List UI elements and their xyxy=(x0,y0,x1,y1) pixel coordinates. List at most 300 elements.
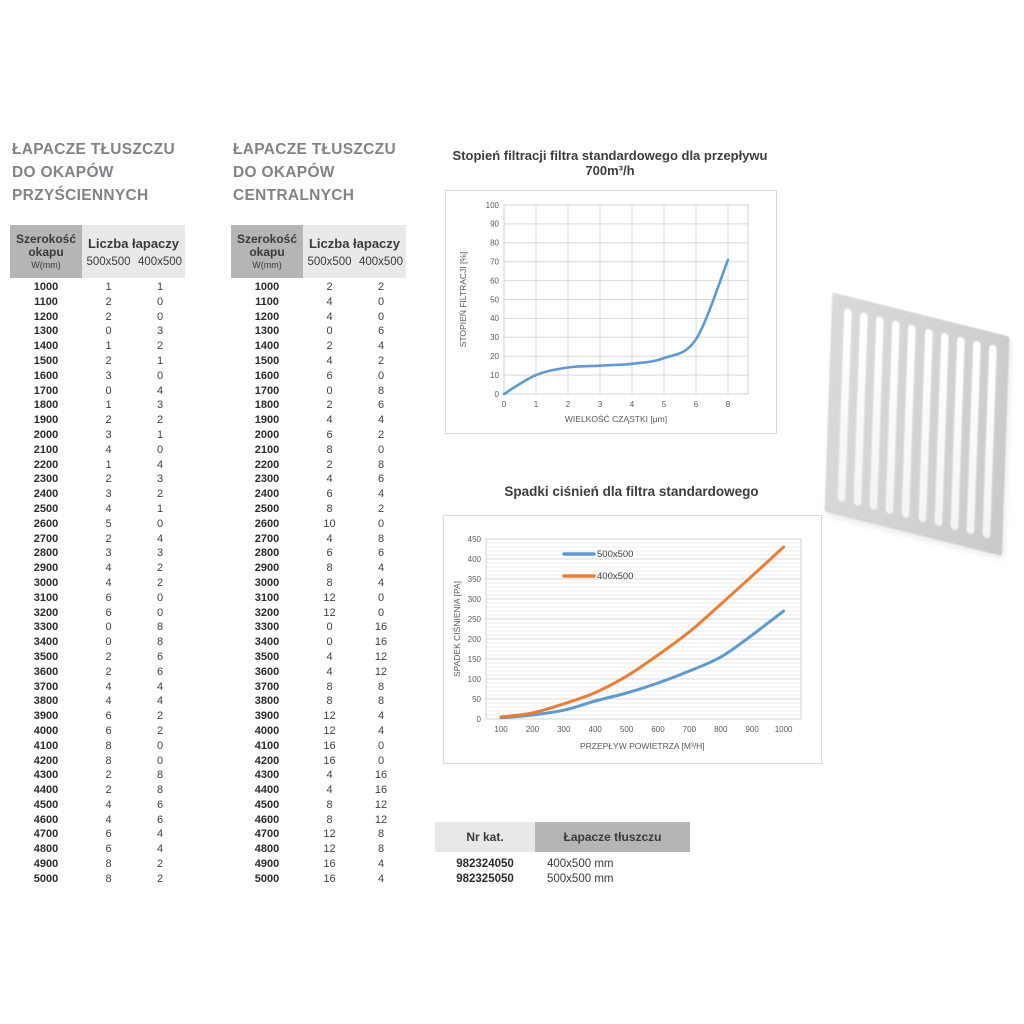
catcher-count-cell: 2 xyxy=(105,473,112,486)
filter-slot xyxy=(854,312,868,506)
catalog-number-cell: 982324050 xyxy=(456,858,514,870)
table-row xyxy=(231,591,406,606)
filter-slot xyxy=(934,332,948,526)
catcher-count-cell: 6 xyxy=(156,813,164,826)
x-tick-label: 3 xyxy=(597,400,603,409)
table-row xyxy=(231,872,406,887)
catcher-count-cell: 1 xyxy=(105,399,112,412)
hood-width-cell: 2600 xyxy=(33,517,59,530)
catcher-count-cell: 8 xyxy=(156,636,164,649)
grease-filter-photo xyxy=(824,292,1010,556)
table-row xyxy=(10,857,185,872)
filter-slot xyxy=(886,320,900,514)
hood-width-cell: 2100 xyxy=(254,443,280,456)
x-tick-label: 400 xyxy=(588,725,602,734)
hood-width-cell: 4200 xyxy=(254,754,280,767)
catcher-count-cell: 0 xyxy=(156,443,164,456)
catcher-count-cell: 4 xyxy=(156,843,164,856)
catcher-count-cell: 4 xyxy=(326,473,333,486)
catcher-count-group-label: Liczba łapaczy xyxy=(308,235,401,251)
table-row xyxy=(231,487,406,502)
catcher-count-cell: 0 xyxy=(326,384,333,397)
hood-width-cell: 4800 xyxy=(33,843,59,856)
y-tick-label: 50 xyxy=(490,295,499,305)
table-row xyxy=(10,369,185,384)
table-row xyxy=(231,709,406,724)
hood-width-cell: 4900 xyxy=(254,858,280,871)
y-tick-label: 250 xyxy=(467,614,481,624)
table-row xyxy=(231,458,406,473)
catcher-count-cell: 0 xyxy=(156,591,164,604)
catcher-count-cell: 0 xyxy=(377,739,385,752)
catcher-count-cell: 0 xyxy=(377,295,385,308)
catcher-count-cell: 16 xyxy=(374,769,388,782)
table-row xyxy=(231,576,406,591)
hood-width-cell: 2500 xyxy=(33,502,59,515)
table-row xyxy=(231,472,406,487)
hood-width-cell: 5000 xyxy=(33,872,59,885)
table-row xyxy=(231,620,406,635)
hood-width-cell: 3900 xyxy=(33,710,59,723)
wall-table-body xyxy=(10,280,185,887)
pressure-chart-title: Spadki ciśnień dla filtra standardowego xyxy=(504,484,759,499)
y-tick-label: 90 xyxy=(490,219,499,229)
x-tick-label: 200 xyxy=(525,725,540,734)
catcher-count-header-cell xyxy=(303,225,406,278)
hood-width-cell: 1100 xyxy=(34,295,58,308)
table-row xyxy=(231,857,406,872)
table-row xyxy=(231,783,406,798)
table-row xyxy=(10,487,185,502)
catcher-count-cell: 4 xyxy=(156,458,164,471)
catcher-count-cell: 4 xyxy=(377,414,385,427)
hood-width-unit: W(mm) xyxy=(252,260,282,270)
catcher-count-cell: 6 xyxy=(377,473,385,486)
table-row xyxy=(10,384,185,399)
table-row xyxy=(435,872,690,887)
table-row xyxy=(10,502,185,517)
y-axis-title: SPADEK CIŚNIENIA [PA] xyxy=(452,580,462,678)
legend-label: 500x500 xyxy=(597,549,634,561)
hood-width-cell: 3600 xyxy=(254,665,280,678)
catcher-count-cell: 2 xyxy=(156,488,164,501)
filter-slot xyxy=(902,324,916,518)
catcher-count-cell: 2 xyxy=(156,872,164,885)
catcher-count-cell: 1 xyxy=(156,502,164,515)
catcher-count-cell: 3 xyxy=(105,547,112,560)
hood-width-cell: 2000 xyxy=(33,428,59,441)
catcher-count-cell: 0 xyxy=(105,384,112,397)
x-tick-label: 100 xyxy=(494,725,508,734)
x-axis-title: WIELKOŚĆ CZĄSTKI [μm] xyxy=(564,414,668,424)
catcher-count-cell: 0 xyxy=(156,739,164,752)
hood-width-cell: 4600 xyxy=(33,813,59,826)
hood-width-cell: 3000 xyxy=(254,576,280,589)
table-row xyxy=(10,739,185,754)
catcher-count-cell: 8 xyxy=(105,739,112,752)
catcher-count-cell: 6 xyxy=(377,399,385,412)
catcher-count-cell: 2 xyxy=(377,354,385,367)
catcher-count-cell: 0 xyxy=(156,369,164,382)
hood-width-header-cell xyxy=(231,225,303,278)
hood-width-cell: 4100 xyxy=(33,739,59,752)
hood-width-cell: 1700 xyxy=(254,384,280,397)
catcher-count-cell: 4 xyxy=(377,562,385,575)
y-tick-label: 10 xyxy=(490,370,499,380)
catcher-count-cell: 2 xyxy=(156,562,164,575)
catcher-count-cell: 0 xyxy=(377,606,385,619)
catalog-table-body xyxy=(435,857,690,887)
hood-width-cell: 1000 xyxy=(254,281,280,293)
table-row xyxy=(231,369,406,384)
central-table-title xyxy=(233,138,396,207)
catcher-count-cell: 2 xyxy=(377,281,385,293)
filtration-chart-title: Stopień filtracji filtra standardowego dla przepływu 700m³/h xyxy=(452,148,768,178)
table-row xyxy=(435,857,690,872)
catcher-count-header-cell xyxy=(82,225,185,278)
central-title-line-1: ŁAPACZE TŁUSZCZU xyxy=(233,141,396,158)
hood-width-cell: 1200 xyxy=(33,310,59,323)
table-row xyxy=(10,458,185,473)
hood-width-cell: 4400 xyxy=(254,784,280,797)
catcher-count-cell: 12 xyxy=(374,813,388,826)
catcher-count-cell: 8 xyxy=(326,502,333,515)
catcher-count-cell: 4 xyxy=(377,576,385,589)
hood-width-cell: 4000 xyxy=(254,724,280,737)
catcher-count-cell: 8 xyxy=(326,798,333,811)
table-row xyxy=(231,280,406,295)
catcher-count-group-label: Liczba łapaczy xyxy=(87,235,180,251)
hood-width-cell: 1600 xyxy=(254,369,280,382)
catcher-count-cell: 4 xyxy=(326,665,333,678)
table-row xyxy=(231,295,406,310)
table-row xyxy=(10,813,185,828)
catcher-count-cell: 4 xyxy=(326,310,333,323)
x-tick-label: 1000 xyxy=(774,725,793,734)
table-row xyxy=(231,827,406,842)
hood-width-cell: 4500 xyxy=(33,798,59,811)
catcher-count-cell: 4 xyxy=(105,798,112,811)
y-tick-label: 80 xyxy=(490,238,499,248)
catcher-count-cell: 6 xyxy=(377,547,385,560)
catcher-count-cell: 0 xyxy=(156,754,164,767)
catcher-count-cell: 2 xyxy=(156,710,164,723)
catcher-count-cell: 10 xyxy=(323,517,336,530)
table-row xyxy=(10,428,185,443)
catcher-count-cell: 5 xyxy=(105,517,112,530)
table-row xyxy=(10,546,185,561)
table-row xyxy=(10,517,185,532)
catcher-size-cell: 400x500 mm xyxy=(547,858,614,870)
catcher-count-cell: 2 xyxy=(105,784,112,797)
catalog-table-header xyxy=(435,822,690,852)
catcher-count-cell: 8 xyxy=(326,443,333,456)
catcher-count-cell: 2 xyxy=(326,458,333,471)
catcher-count-cell: 4 xyxy=(156,695,164,708)
hood-width-cell: 2000 xyxy=(254,428,280,441)
table-row xyxy=(231,310,406,325)
y-tick-label: 350 xyxy=(467,574,481,584)
hood-width-cell: 4300 xyxy=(254,769,280,782)
central-table-header xyxy=(231,225,406,278)
catcher-count-cell: 12 xyxy=(323,828,336,841)
catcher-count-cell: 4 xyxy=(156,680,164,693)
hood-width-cell: 3800 xyxy=(254,695,280,708)
hood-width-cell: 2700 xyxy=(33,532,59,545)
catcher-count-cell: 2 xyxy=(156,858,164,871)
catcher-count-cell: 2 xyxy=(156,724,164,737)
catcher-count-cell: 2 xyxy=(156,576,164,589)
catcher-count-cell: 4 xyxy=(156,384,164,397)
x-tick-label: 500 xyxy=(619,725,634,734)
catcher-count-cell: 16 xyxy=(323,858,336,871)
x-tick-label: 4 xyxy=(629,400,635,409)
hood-width-cell: 3900 xyxy=(254,710,280,723)
table-row xyxy=(231,635,406,650)
catcher-count-cell: 0 xyxy=(105,621,112,634)
catcher-count-cell: 8 xyxy=(377,695,385,708)
table-row xyxy=(10,650,185,665)
y-tick-label: 60 xyxy=(490,276,499,286)
catcher-count-cell: 4 xyxy=(326,784,333,797)
hood-width-cell: 2200 xyxy=(33,458,59,471)
catcher-count-cell: 6 xyxy=(377,325,385,338)
table-row xyxy=(231,680,406,695)
catcher-count-cell: 4 xyxy=(326,532,333,545)
hood-width-cell: 1900 xyxy=(254,414,280,427)
hood-width-cell: 3100 xyxy=(33,591,59,604)
hood-width-cell: 3300 xyxy=(33,621,59,634)
catcher-count-cell: 4 xyxy=(377,710,385,723)
catcher-count-cell: 4 xyxy=(377,340,385,353)
catcher-count-cell: 0 xyxy=(326,325,333,338)
table-row xyxy=(10,620,185,635)
catcher-count-cell: 4 xyxy=(105,695,112,708)
table-row xyxy=(231,502,406,517)
catcher-count-cell: 8 xyxy=(156,784,164,797)
table-row xyxy=(10,872,185,887)
catcher-count-cell: 4 xyxy=(105,813,112,826)
y-tick-label: 150 xyxy=(467,654,481,664)
catcher-count-cell: 0 xyxy=(105,325,112,338)
table-row xyxy=(10,398,185,413)
central-title-line-3: CENTRALNYCH xyxy=(233,187,355,204)
hood-width-cell: 1600 xyxy=(33,369,59,382)
catcher-count-cell: 12 xyxy=(374,798,388,811)
hood-width-cell: 2300 xyxy=(33,473,59,486)
catcher-count-cell: 8 xyxy=(105,754,112,767)
pressure-chart-frame xyxy=(443,515,822,764)
filter-slot xyxy=(967,340,981,534)
y-tick-label: 100 xyxy=(467,674,481,684)
table-row xyxy=(231,724,406,739)
table-row xyxy=(231,798,406,813)
hood-width-cell: 1200 xyxy=(254,310,280,323)
hood-width-cell: 1500 xyxy=(254,354,280,367)
catcher-count-cell: 1 xyxy=(105,281,112,293)
catcher-count-cell: 8 xyxy=(326,695,333,708)
catcher-count-cell: 4 xyxy=(156,532,164,545)
hood-width-cell: 2900 xyxy=(33,562,59,575)
x-tick-label: 8 xyxy=(725,400,731,409)
series-line-filtr standardowy xyxy=(504,260,728,394)
catcher-count-cell: 0 xyxy=(377,591,385,604)
catcher-count-cell: 6 xyxy=(156,798,164,811)
table-row xyxy=(10,680,185,695)
filtration-chart-frame xyxy=(445,190,777,434)
catcher-count-cell: 0 xyxy=(156,310,164,323)
table-row xyxy=(231,694,406,709)
catcher-count-cell: 2 xyxy=(377,428,385,441)
catcher-count-cell: 3 xyxy=(156,325,164,338)
filter-slot xyxy=(951,336,965,530)
hood-width-cell: 1100 xyxy=(255,295,279,308)
y-tick-label: 70 xyxy=(490,257,499,267)
hood-width-cell: 2400 xyxy=(33,488,59,501)
catcher-count-cell: 0 xyxy=(377,310,385,323)
y-tick-label: 40 xyxy=(490,314,499,324)
catcher-count-cell: 12 xyxy=(323,710,336,723)
catcher-count-cell: 1 xyxy=(105,340,112,353)
catcher-count-cell: 12 xyxy=(323,591,336,604)
catcher-count-cell: 8 xyxy=(326,562,333,575)
x-axis-title: PRZEPŁYW POWIETRZA [M³/H] xyxy=(579,741,705,751)
y-tick-label: 100 xyxy=(485,200,499,210)
hood-width-cell: 3300 xyxy=(254,621,280,634)
table-row xyxy=(231,398,406,413)
catcher-count-cell: 6 xyxy=(105,606,112,619)
table-row xyxy=(10,532,185,547)
table-row xyxy=(10,354,185,369)
catcher-count-cell: 4 xyxy=(105,680,112,693)
catcher-count-cell: 4 xyxy=(105,562,112,575)
legend-label: 400x500 xyxy=(597,571,634,583)
table-row xyxy=(231,413,406,428)
catcher-count-cell: 4 xyxy=(377,724,385,737)
catcher-count-cell: 6 xyxy=(105,710,112,723)
catcher-count-cell: 3 xyxy=(105,488,112,501)
x-tick-label: 900 xyxy=(745,725,759,734)
wall-title-line-2: DO OKAPÓW xyxy=(12,164,114,181)
catcher-count-cell: 6 xyxy=(105,591,112,604)
catcher-count-cell: 3 xyxy=(156,547,164,560)
table-row xyxy=(10,783,185,798)
hood-width-cell: 3000 xyxy=(33,576,59,589)
catcher-count-cell: 2 xyxy=(156,340,164,353)
col-500x500-label: 500x500 xyxy=(86,255,131,268)
table-row xyxy=(231,754,406,769)
table-row xyxy=(10,768,185,783)
table-row xyxy=(10,842,185,857)
table-row xyxy=(231,561,406,576)
hood-width-cell: 1900 xyxy=(33,414,59,427)
catcher-count-cell: 6 xyxy=(156,665,164,678)
table-row xyxy=(231,739,406,754)
table-row xyxy=(231,532,406,547)
filter-slots xyxy=(838,308,997,538)
x-tick-label: 6 xyxy=(693,400,699,409)
hood-width-cell: 3400 xyxy=(33,636,59,649)
hood-width-cell: 3200 xyxy=(33,606,59,619)
catcher-count-cell: 8 xyxy=(326,813,333,826)
hood-width-cell: 2800 xyxy=(254,547,280,560)
catcher-count-cell: 2 xyxy=(105,295,112,308)
hood-width-cell: 4800 xyxy=(254,843,280,856)
catcher-count-cell: 4 xyxy=(377,488,385,501)
hood-width-cell: 1500 xyxy=(33,354,59,367)
table-row xyxy=(10,310,185,325)
catcher-count-cell: 6 xyxy=(105,843,112,856)
hood-width-cell: 2100 xyxy=(33,443,59,456)
catcher-count-cell: 8 xyxy=(377,384,385,397)
catcher-count-cell: 3 xyxy=(105,428,112,441)
hood-width-label: Szerokość okapu xyxy=(236,232,298,259)
hood-width-cell: 2400 xyxy=(254,488,280,501)
hood-width-cell: 2700 xyxy=(254,532,280,545)
table-row xyxy=(231,665,406,680)
catcher-count-cell: 0 xyxy=(377,369,385,382)
catcher-count-cell: 4 xyxy=(156,828,164,841)
table-row xyxy=(231,606,406,621)
catcher-count-cell: 8 xyxy=(377,843,385,856)
catcher-count-cell: 8 xyxy=(156,621,164,634)
table-row xyxy=(10,280,185,295)
hood-width-cell: 4600 xyxy=(254,813,280,826)
table-row xyxy=(10,561,185,576)
table-row xyxy=(10,324,185,339)
x-tick-label: 5 xyxy=(661,400,667,409)
hood-width-cell: 1300 xyxy=(254,325,280,338)
catcher-count-cell: 4 xyxy=(326,295,333,308)
catalog-number-cell: 982325050 xyxy=(456,873,514,885)
hood-width-cell: 3500 xyxy=(254,650,280,663)
catcher-count-cell: 6 xyxy=(326,369,333,382)
hood-width-header-cell xyxy=(10,225,82,278)
hood-width-cell: 4500 xyxy=(254,798,280,811)
catcher-count-cell: 2 xyxy=(326,281,333,293)
hood-width-cell: 4000 xyxy=(33,724,59,737)
hood-width-cell: 1300 xyxy=(33,325,59,338)
catcher-count-cell: 8 xyxy=(156,769,164,782)
catcher-count-cell: 1 xyxy=(105,458,112,471)
catcher-count-cell: 8 xyxy=(377,680,385,693)
table-row xyxy=(231,428,406,443)
table-row xyxy=(10,665,185,680)
hood-width-cell: 2600 xyxy=(254,517,280,530)
y-tick-label: 450 xyxy=(467,534,481,544)
hood-width-unit: W(mm) xyxy=(31,260,61,270)
filtration-chart xyxy=(446,191,776,433)
catalog-number-header: Nr kat. xyxy=(435,822,535,852)
catcher-count-cell: 0 xyxy=(156,606,164,619)
hood-width-cell: 2500 xyxy=(254,502,280,515)
catcher-count-cell: 8 xyxy=(105,858,112,871)
table-row xyxy=(231,842,406,857)
catcher-count-cell: 2 xyxy=(105,310,112,323)
catcher-count-cell: 4 xyxy=(326,650,333,663)
x-tick-label: 1 xyxy=(533,400,539,409)
y-tick-label: 0 xyxy=(476,714,481,724)
catcher-count-cell: 0 xyxy=(156,295,164,308)
catcher-count-cell: 4 xyxy=(326,354,333,367)
hood-width-cell: 4400 xyxy=(33,784,59,797)
catcher-count-cell: 0 xyxy=(377,443,385,456)
y-tick-label: 300 xyxy=(467,594,481,604)
central-title-line-2: DO OKAPÓW xyxy=(233,164,335,181)
catcher-count-cell: 4 xyxy=(377,858,385,871)
hood-width-cell: 4100 xyxy=(254,739,280,752)
table-row xyxy=(231,443,406,458)
